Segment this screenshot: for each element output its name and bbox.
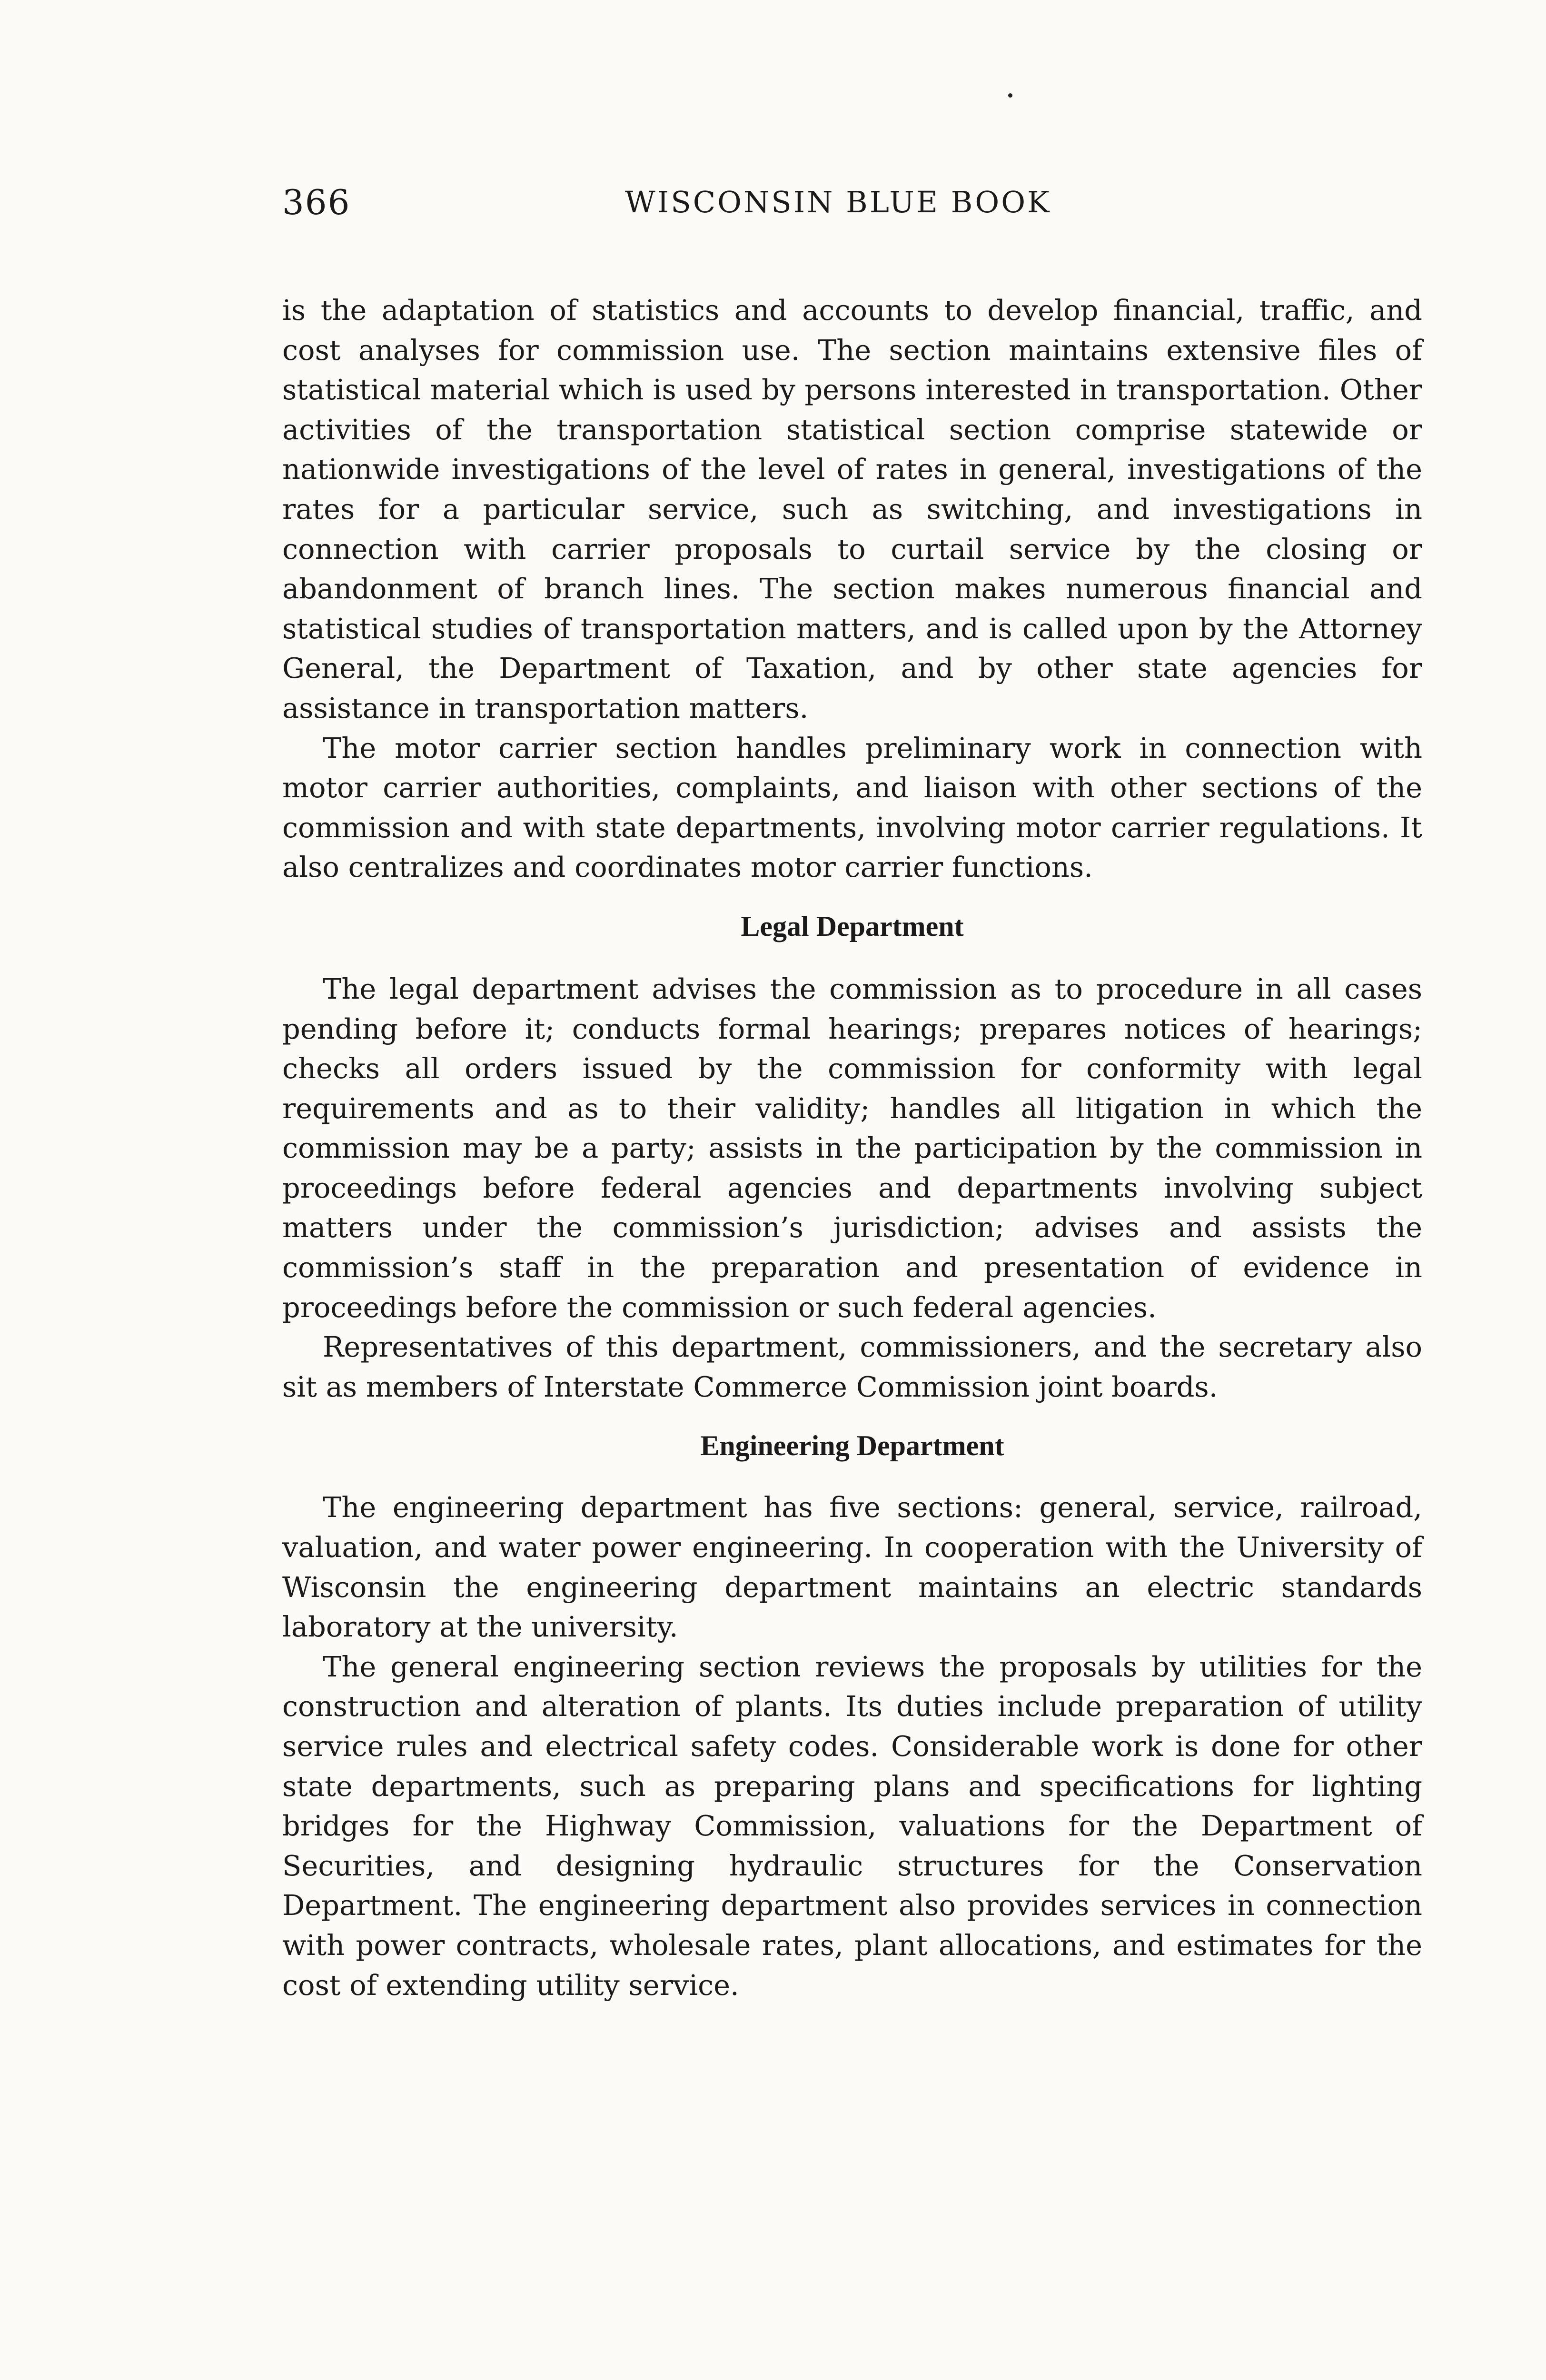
intro-paragraph-2: The motor carrier section handles preliminary work in connection with motor carrier authorities, complaints, and liaison with other sections of the commission and with state departments, involving motor carrier regulations. It also centralizes and coordinates motor carrier functions. <box>282 731 1422 884</box>
book-title: WISCONSIN BLUE BOOK <box>625 185 1051 219</box>
engineering-paragraph-2: The general engineering section reviews the proposals by utilities for the construction and alteration of plants. Its duties include preparation of utility service rules and electrical safety codes. Considerable work is done for other state departments, such as preparing plans and specifications for lighting bridges for the Highway Commission, valuations for the Department of Securities, and designing hydraulic structures for the Conservation Department. The engineering department also provides services in connection with power contracts, wholesale rates, plant allocations, and estimates for the cost of extending utility service. <box>282 1650 1422 2002</box>
intro-paragraph-1: is the adaptation of statistics and accounts to develop financial, traffic, and cost analyses for commission use. The section maintains extensive files of statistical material which is used by persons interested in transportation. Other activities of the transportation statistical section comprise statewide or nationwide investigations of the level of rates in general, investigations of the rates for a particular service, such as switching, and investigations in connection with carrier proposals to curtail service by the closing or abandonment of branch lines. The section makes numerous financial and statistical studies of transportation matters, and is called upon by the Attorney General, the Department of Taxation, and by other state agencies for assistance in transportation matters. <box>282 294 1422 724</box>
running-head <box>282 181 1422 233</box>
legal-paragraph-1: The legal department advises the commission as to procedure in all cases pending before it; conducts formal hearings; prepares notices of hearings; checks all orders issued by the commission for conformity with legal requirements and as to their validity; handles all litigation in which the commission may be a party; assists in the participation by the commission in proceedings before federal agencies and departments involving subject matters under the commission’s jurisdiction; advises and assists the commission’s staff in the preparation and presentation of evidence in proceedings before the commission or such federal agencies. <box>282 972 1422 1324</box>
legal-department-heading: Legal Department <box>741 910 964 942</box>
body-text <box>282 290 1422 2005</box>
legal-paragraph-2: Representatives of this department, commissioners, and the secretary also sit as members of Interstate Commerce Commission joint boards. <box>282 1330 1422 1403</box>
engineering-paragraph-1: The engineering department has five sections: general, service, railroad, valuation, and water power engineering. In cooperation with the University of Wisconsin the engineering department maintains an electric standards laboratory at the university. <box>282 1491 1422 1644</box>
page-number: 366 <box>282 182 351 222</box>
book-page <box>282 181 1422 2005</box>
speck-mark <box>1008 93 1012 98</box>
engineering-department-heading: Engineering Department <box>700 1430 1004 1462</box>
